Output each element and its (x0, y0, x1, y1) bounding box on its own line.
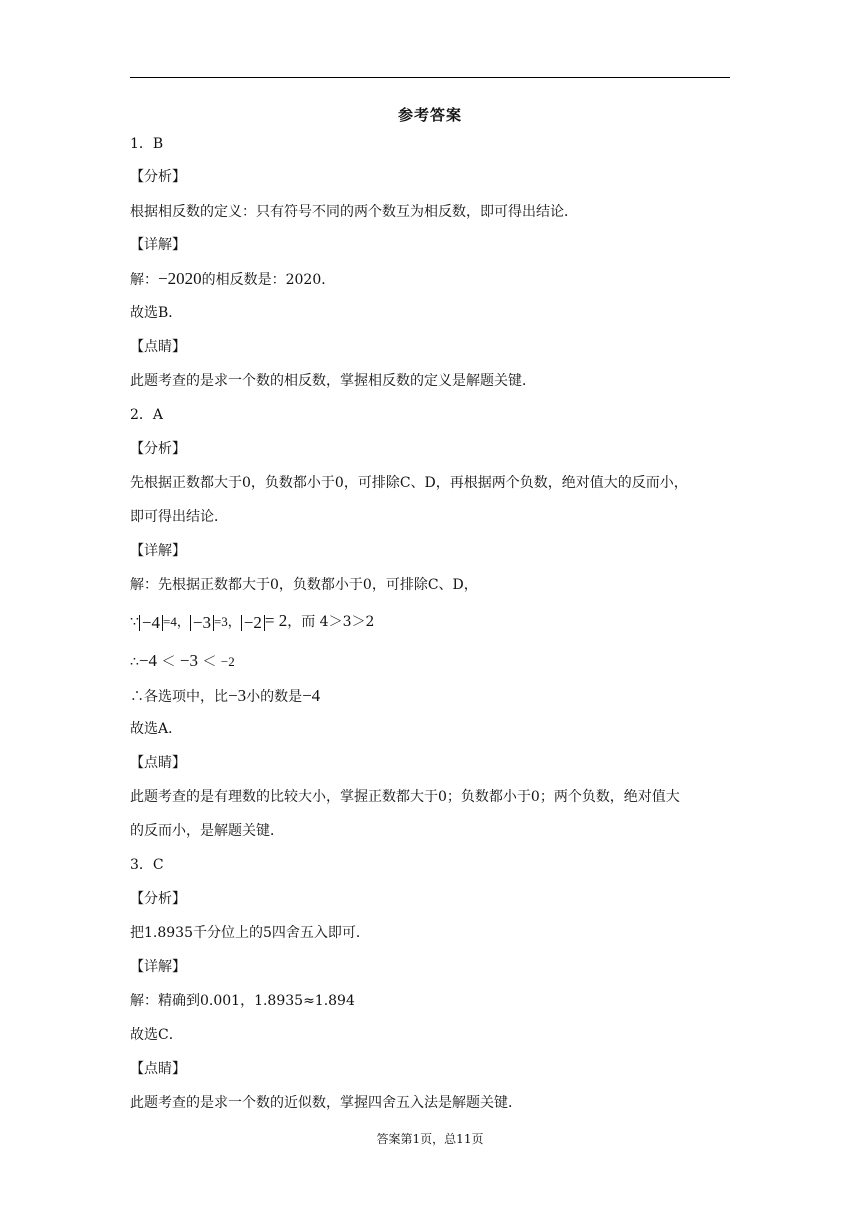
q1-detail-suffix: 的相反数是：2020． (201, 272, 336, 288)
lt-sign-1: ＜ (157, 654, 180, 670)
q1-detail-heading: 【详解】 (130, 237, 186, 253)
q3-comment-heading: 【点睛】 (130, 1061, 186, 1077)
abs-neg2-eq: = 2 (264, 611, 288, 630)
q2-comment-text-2: 的反而小，是解题关键． (130, 823, 284, 839)
q2-inequality-line (130, 651, 235, 672)
q1-analysis-text: 根据相反数的定义：只有符号不同的两个数互为相反数，即可得出结论． (130, 204, 578, 220)
q2-conclusion-line (130, 686, 320, 707)
q2-conclusion-math-2: −4 (302, 686, 321, 705)
q1-comment-heading: 【点睛】 (130, 339, 186, 355)
q2-conclusion-math-1: −3 (228, 686, 247, 705)
because-symbol: ∵ (130, 614, 139, 630)
ineq-neg3: −3 (179, 651, 199, 670)
q1-detail-prefix: 解： (130, 272, 158, 288)
header-rule (130, 77, 730, 78)
q2-compare-tail: ，而 4＞3＞2 (287, 614, 375, 630)
q1-choice: 故选B． (130, 305, 183, 321)
q1-answer: 1．B (130, 136, 164, 152)
page-title: 参考答案 (397, 106, 462, 124)
q1-analysis-heading: 【分析】 (130, 169, 186, 185)
abs-neg4: −4 (139, 615, 163, 631)
q3-analysis-text: 把1.8935千分位上的5四舍五入即可． (130, 925, 370, 941)
abs-neg2: −2 (241, 615, 265, 631)
q2-conclusion-prefix: ∴各选项中，比 (130, 689, 228, 705)
q2-analysis-heading: 【分析】 (130, 441, 186, 457)
q3-detail-heading: 【详解】 (130, 959, 186, 975)
q3-choice: 故选C． (130, 1027, 183, 1043)
q3-analysis-heading: 【分析】 (130, 891, 186, 907)
lt-sign-2: ＜ (198, 654, 221, 670)
ineq-neg4: −4 (138, 651, 158, 670)
q3-comment-text: 此题考查的是求一个数的近似数，掌握四舍五入法是解题关键． (130, 1095, 522, 1111)
q3-detail-text: 解：精确到0.001，1.8935≈1.894 (130, 993, 355, 1009)
q1-detail-math: −2020 (158, 269, 202, 288)
page-footer: 答案第1页，总11页 (376, 1132, 484, 1146)
q1-comment-text: 此题考查的是求一个数的相反数，掌握相反数的定义是解题关键． (130, 373, 536, 389)
q2-choice: 故选A． (130, 721, 183, 737)
ineq-neg2: −2 (220, 654, 235, 669)
q2-conclusion-mid: 小的数是 (246, 689, 303, 705)
abs-neg3-eq: =3， (213, 614, 241, 629)
q2-answer: 2．A (130, 407, 164, 423)
q3-answer: 3．C (130, 857, 164, 873)
abs-neg3: −3 (190, 615, 214, 631)
q2-comment-heading: 【点睛】 (130, 755, 186, 771)
q2-analysis-text-1: 先根据正数都大于0，负数都小于0，可排除C、D，再根据两个负数，绝对值大的反而小， (130, 475, 688, 491)
q2-absolute-values-line (130, 611, 374, 632)
q2-comment-text-1: 此题考查的是有理数的比较大小，掌握正数都大于0；负数都小于0；两个负数，绝对值大 (130, 789, 680, 805)
q2-detail-text: 解：先根据正数都大于0，负数都小于0，可排除C、D， (130, 577, 478, 593)
abs-neg4-eq: =4， (163, 614, 190, 629)
q2-analysis-text-2: 即可得出结论． (130, 509, 228, 525)
q2-detail-heading: 【详解】 (130, 543, 186, 559)
q1-detail-line (130, 269, 335, 290)
therefore-symbol: ∴ (130, 654, 139, 670)
